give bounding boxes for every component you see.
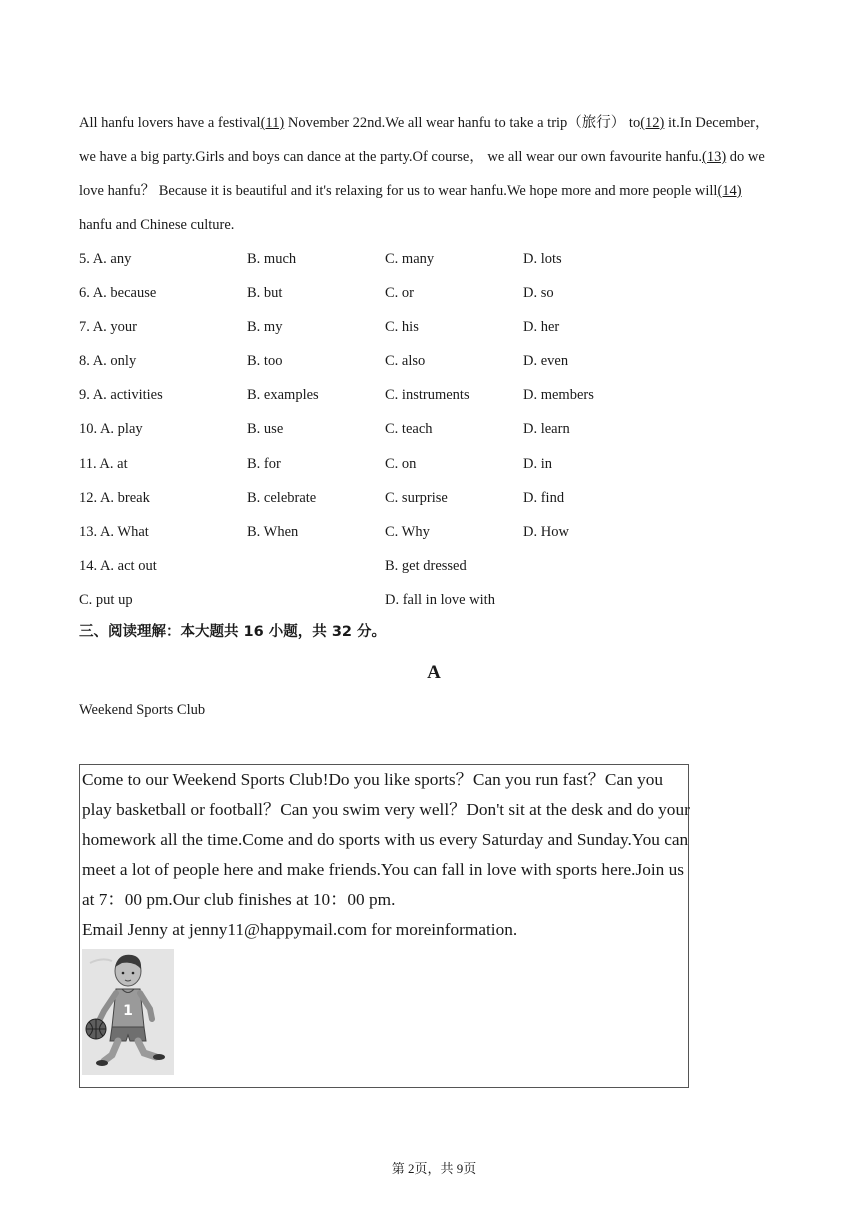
question-row (79, 412, 793, 446)
option-b: B. much (247, 251, 297, 267)
ad-line: homework all the time.Come and do sports with us every Saturday and Sunday.You can (82, 830, 689, 849)
question-row (79, 549, 793, 583)
option-a: 7. A. your (79, 319, 137, 336)
passage-line (79, 174, 793, 208)
option-d: D. her (523, 319, 560, 336)
blank-14: (14) (717, 183, 742, 199)
basketball-player-image (82, 949, 174, 1075)
option-d: D. find (523, 489, 565, 506)
option-b: B. When (247, 523, 299, 540)
option-d: D. learn (523, 421, 570, 438)
option-b: B. use (247, 421, 284, 438)
ad-line: meet a lot of people here and make friends.You can fall in love with sports here.Join us (82, 860, 684, 879)
option-d: D. so (523, 285, 554, 302)
question-row (79, 378, 793, 412)
option-a: 5. A. any (79, 251, 132, 267)
blank-11: (11) (260, 115, 285, 131)
page-footer: 第 2页，共 9页 (391, 1161, 477, 1176)
club-advertisement (79, 764, 689, 1088)
option-c: C. on (385, 455, 417, 472)
option-a: 14. A. act out (79, 557, 157, 574)
ad-line: play basketball or football？Can you swim very well？Don't sit at the desk and do your (82, 800, 690, 819)
question-row (79, 276, 793, 310)
option-b: B. examples (247, 387, 319, 404)
basketball-player-illustration (82, 949, 174, 1075)
passage-text: do we (726, 149, 765, 165)
passage-line (79, 140, 793, 174)
option-c: C. Why (385, 523, 430, 540)
passage-text: we have a big party.Girls and boys can dance at the party.Of course， we all wear our own favourite hanfu. (79, 149, 702, 165)
passage-text: love hanfu？ Because it is beautiful and it's relaxing for us to wear hanfu.We hope more and more people will (79, 183, 718, 199)
question-row (79, 310, 793, 344)
option-a: 13. A. What (79, 523, 149, 540)
option-a: 10. A. play (79, 421, 143, 438)
option-b: B. too (247, 353, 283, 370)
club-title: Weekend Sports Club (79, 702, 206, 718)
cloze-passage (79, 106, 793, 242)
passage-text: it.In December， (664, 115, 770, 131)
option-c: C. many (385, 251, 435, 267)
option-a: 9. A. activities (79, 387, 163, 404)
jersey-number: 1 (123, 1003, 133, 1019)
part-letter: A (427, 662, 441, 683)
passage-text: All hanfu lovers have a festival (79, 115, 261, 131)
blank-12: (12) (640, 115, 665, 131)
option-c: C. teach (385, 421, 433, 438)
option-b: B. but (247, 285, 283, 302)
passage-line (79, 106, 793, 140)
question-row (79, 242, 793, 276)
option-c: C. or (385, 285, 414, 302)
option-c: C. surprise (385, 489, 448, 506)
question-row (79, 447, 793, 481)
question-row (79, 344, 793, 378)
option-c: C. instruments (385, 387, 470, 404)
answer-options (79, 242, 793, 617)
ad-text (82, 765, 688, 945)
ad-line: Come to our Weekend Sports Club!Do you like sports？Can you run fast？Can you (82, 770, 663, 789)
option-d: D. even (523, 353, 569, 370)
option-d: D. members (523, 387, 594, 404)
option-d: D. in (523, 455, 552, 472)
question-row (79, 583, 793, 617)
section-heading: 三、阅读理解：本大题共 16 小题，共 32 分。 (79, 624, 387, 640)
option-c: C. his (385, 319, 419, 336)
option-a: 12. A. break (79, 489, 150, 506)
passage-text: November 22nd.We all wear hanfu to take a trip（旅行） to (284, 115, 641, 131)
option-a: 8. A. only (79, 353, 137, 370)
option-c: C. put up (79, 591, 133, 608)
option-c: C. also (385, 353, 426, 370)
option-d: D. fall in love with (385, 591, 495, 608)
option-b: B. celebrate (247, 489, 317, 506)
option-b: B. my (247, 319, 283, 336)
question-row (79, 481, 793, 515)
option-a: 11. A. at (79, 455, 128, 472)
blank-13: (13) (702, 149, 727, 165)
option-b: B. get dressed (385, 557, 467, 574)
question-row (79, 515, 793, 549)
option-b: B. for (247, 455, 281, 472)
option-a: 6. A. because (79, 285, 157, 302)
ad-line: at 7：00 pm.Our club finishes at 10：00 pm. (82, 890, 396, 909)
option-d: D. lots (523, 251, 562, 267)
passage-line: hanfu and Chinese culture. (79, 217, 235, 233)
option-d: D. How (523, 523, 569, 540)
ad-line: Email Jenny at jenny11@happymail.com for moreinformation. (82, 920, 518, 939)
